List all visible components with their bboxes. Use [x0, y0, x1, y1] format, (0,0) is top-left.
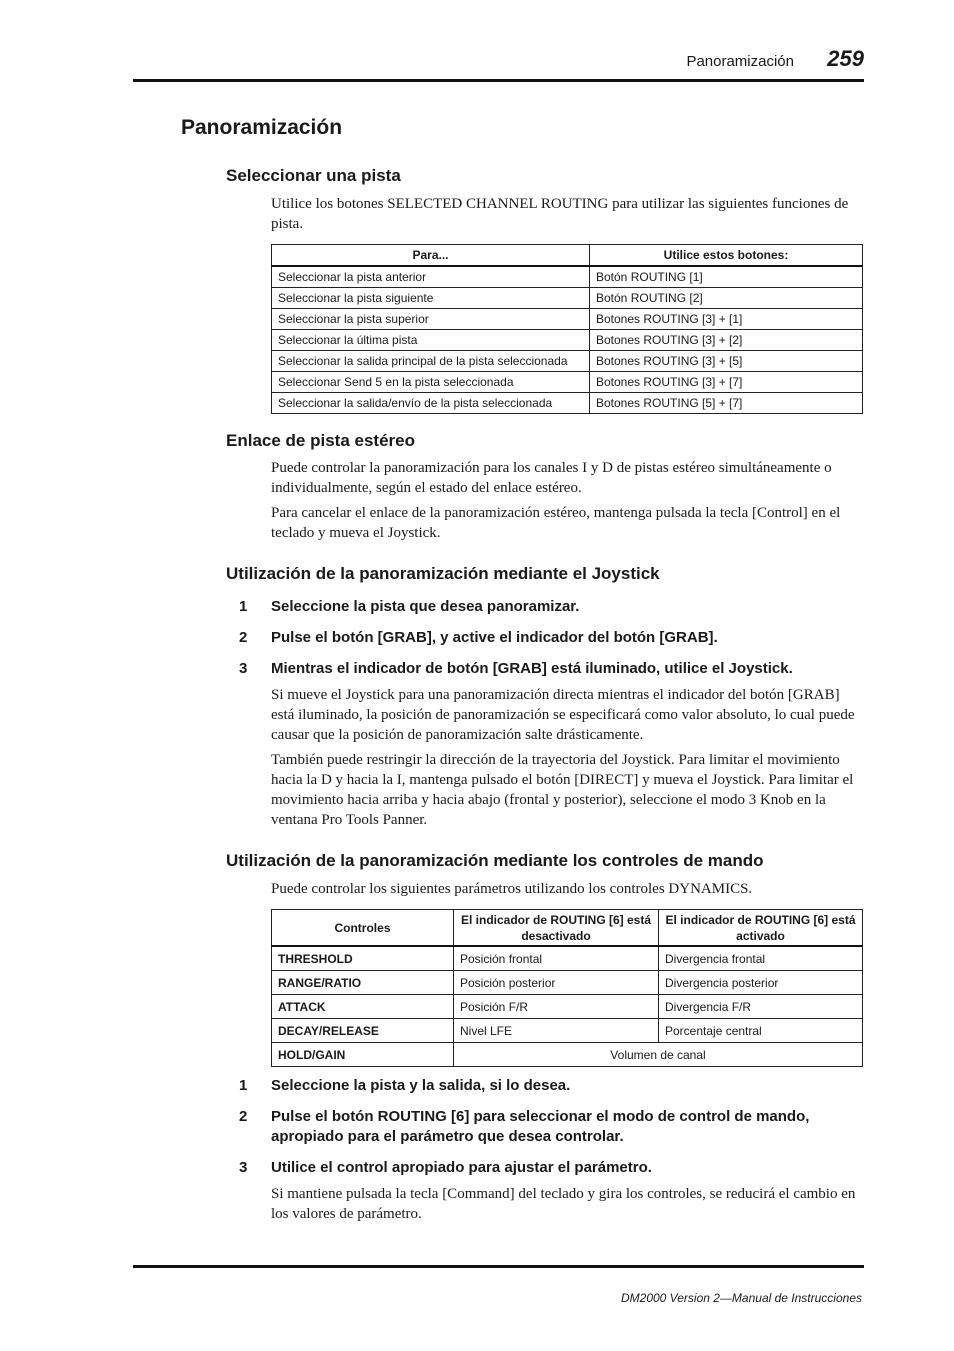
table-cell: Seleccionar la pista superior	[272, 309, 590, 330]
step-number: 3	[239, 1159, 248, 1176]
table-cell: HOLD/GAIN	[272, 1043, 454, 1067]
footer-rule	[133, 1265, 864, 1268]
table-cell: Seleccionar la salida/envío de la pista seleccionada	[272, 393, 590, 414]
table-row	[272, 393, 863, 414]
table-cell: Seleccionar la última pista	[272, 330, 590, 351]
step-number: 3	[239, 660, 248, 677]
track-select-table	[271, 244, 863, 414]
step-text: Seleccione la pista y la salida, si lo desea.	[271, 1077, 571, 1094]
table-cell: ATTACK	[272, 995, 454, 1019]
section-heading-select-track: Seleccionar una pista	[226, 166, 401, 185]
table-row	[272, 1019, 863, 1043]
stereo-link-paragraph-2: Para cancelar el enlace de la panoramización estéreo, mantenga pulsada la tecla [Control] en el teclado y mueva el Joystick.	[271, 505, 841, 541]
knob-controls-note: Si mantiene pulsada la tecla [Command] del teclado y gira los controles, se reducirá el cambio en los valores de parámetro.	[271, 1186, 856, 1222]
section-heading-knob-controls: Utilización de la panoramización mediante los controles de mando	[226, 851, 764, 870]
table-cell: Divergencia posterior	[659, 971, 863, 995]
table-row	[272, 372, 863, 393]
column-header: El indicador de ROUTING [6] está desactivado	[454, 910, 659, 947]
select-track-intro: Utilice los botones SELECTED CHANNEL ROUTING para utilizar las siguientes funciones de pista.	[271, 196, 849, 232]
table-cell: Divergencia F/R	[659, 995, 863, 1019]
table-cell: Divergencia frontal	[659, 946, 863, 971]
table-cell: Posición F/R	[454, 995, 659, 1019]
section-heading-joystick: Utilización de la panoramización mediante el Joystick	[226, 564, 660, 583]
running-header-section: Panoramización	[686, 53, 794, 70]
section-heading-stereo-link: Enlace de pista estéreo	[226, 431, 415, 450]
column-header: El indicador de ROUTING [6] está activado	[659, 910, 863, 947]
table-cell: RANGE/RATIO	[272, 971, 454, 995]
table-cell: Botones ROUTING [3] + [2]	[590, 330, 863, 351]
header-rule	[133, 79, 864, 82]
table-row	[272, 946, 863, 971]
step-number: 1	[239, 1077, 248, 1094]
step-text: Mientras el indicador de botón [GRAB] está iluminado, utilice el Joystick.	[271, 660, 793, 677]
table-cell: Posición posterior	[454, 971, 659, 995]
table-cell: Seleccionar la pista anterior	[272, 266, 590, 288]
page-number: 259	[827, 46, 864, 71]
table-cell: Posición frontal	[454, 946, 659, 971]
joystick-paragraph-1: Si mueve el Joystick para una panoramización directa mientras el indicador del botón [GRAB] está iluminado, la posición de panoramización se especificará como valor absoluto, lo cual puede causar que la posición de panoramización salte drásticamente.	[271, 687, 855, 743]
table-header-row	[272, 245, 863, 267]
step-number: 2	[239, 1108, 248, 1125]
table-cell: Botones ROUTING [3] + [5]	[590, 351, 863, 372]
table-row	[272, 309, 863, 330]
column-header: Para...	[272, 245, 590, 267]
table-cell: Nivel LFE	[454, 1019, 659, 1043]
table-cell: Seleccionar Send 5 en la pista seleccionada	[272, 372, 590, 393]
step-text: Pulse el botón ROUTING [6] para seleccionar el modo de control de mando, apropiado para el parámetro que desea controlar.	[271, 1108, 810, 1145]
table-cell: Seleccionar la pista siguiente	[272, 288, 590, 309]
table-cell: THRESHOLD	[272, 946, 454, 971]
step-text: Pulse el botón [GRAB], y active el indicador del botón [GRAB].	[271, 629, 718, 646]
table-cell: Botones ROUTING [5] + [7]	[590, 393, 863, 414]
table-row	[272, 266, 863, 288]
knob-controls-intro: Puede controlar los siguientes parámetros utilizando los controles DYNAMICS.	[271, 881, 753, 897]
footer-text: DM2000 Version 2—Manual de Instrucciones	[620, 1291, 862, 1305]
table-cell: Porcentaje central	[659, 1019, 863, 1043]
table-cell: Seleccionar la salida principal de la pista seleccionada	[272, 351, 590, 372]
step-number: 1	[239, 598, 248, 615]
table-header-row	[272, 910, 863, 947]
table-row	[272, 971, 863, 995]
table-row	[272, 288, 863, 309]
knob-controls-table	[271, 909, 863, 1067]
table-cell: Botones ROUTING [3] + [7]	[590, 372, 863, 393]
column-header: Controles	[272, 910, 454, 947]
table-cell: Botón ROUTING [1]	[590, 266, 863, 288]
step-text: Utilice el control apropiado para ajustar el parámetro.	[271, 1159, 652, 1176]
table-row	[272, 1043, 863, 1067]
table-row	[272, 351, 863, 372]
table-cell: Botones ROUTING [3] + [1]	[590, 309, 863, 330]
joystick-paragraph-2: También puede restringir la dirección de la trayectoria del Joystick. Para limitar el movimiento hacia la D y hacia la I, mantenga pulsado el botón [DIRECT] y mueva el Joystick. Para limitar el movimiento hacia arriba y hacia abajo (frontal y posterior), seleccione el modo 3 Knob en la ventana Pro Tools Panner.	[271, 752, 854, 828]
table-cell: Botón ROUTING [2]	[590, 288, 863, 309]
table-cell: Volumen de canal	[454, 1043, 863, 1067]
step-text: Seleccione la pista que desea panoramizar.	[271, 598, 580, 615]
column-header: Utilice estos botones:	[590, 245, 863, 267]
page-title: Panoramización	[181, 116, 343, 139]
step-number: 2	[239, 629, 248, 646]
table-row	[272, 995, 863, 1019]
table-row	[272, 330, 863, 351]
stereo-link-paragraph-1: Puede controlar la panoramización para los canales I y D de pistas estéreo simultáneamente o individualmente, según el estado del enlace estéreo.	[271, 460, 832, 496]
table-cell: DECAY/RELEASE	[272, 1019, 454, 1043]
